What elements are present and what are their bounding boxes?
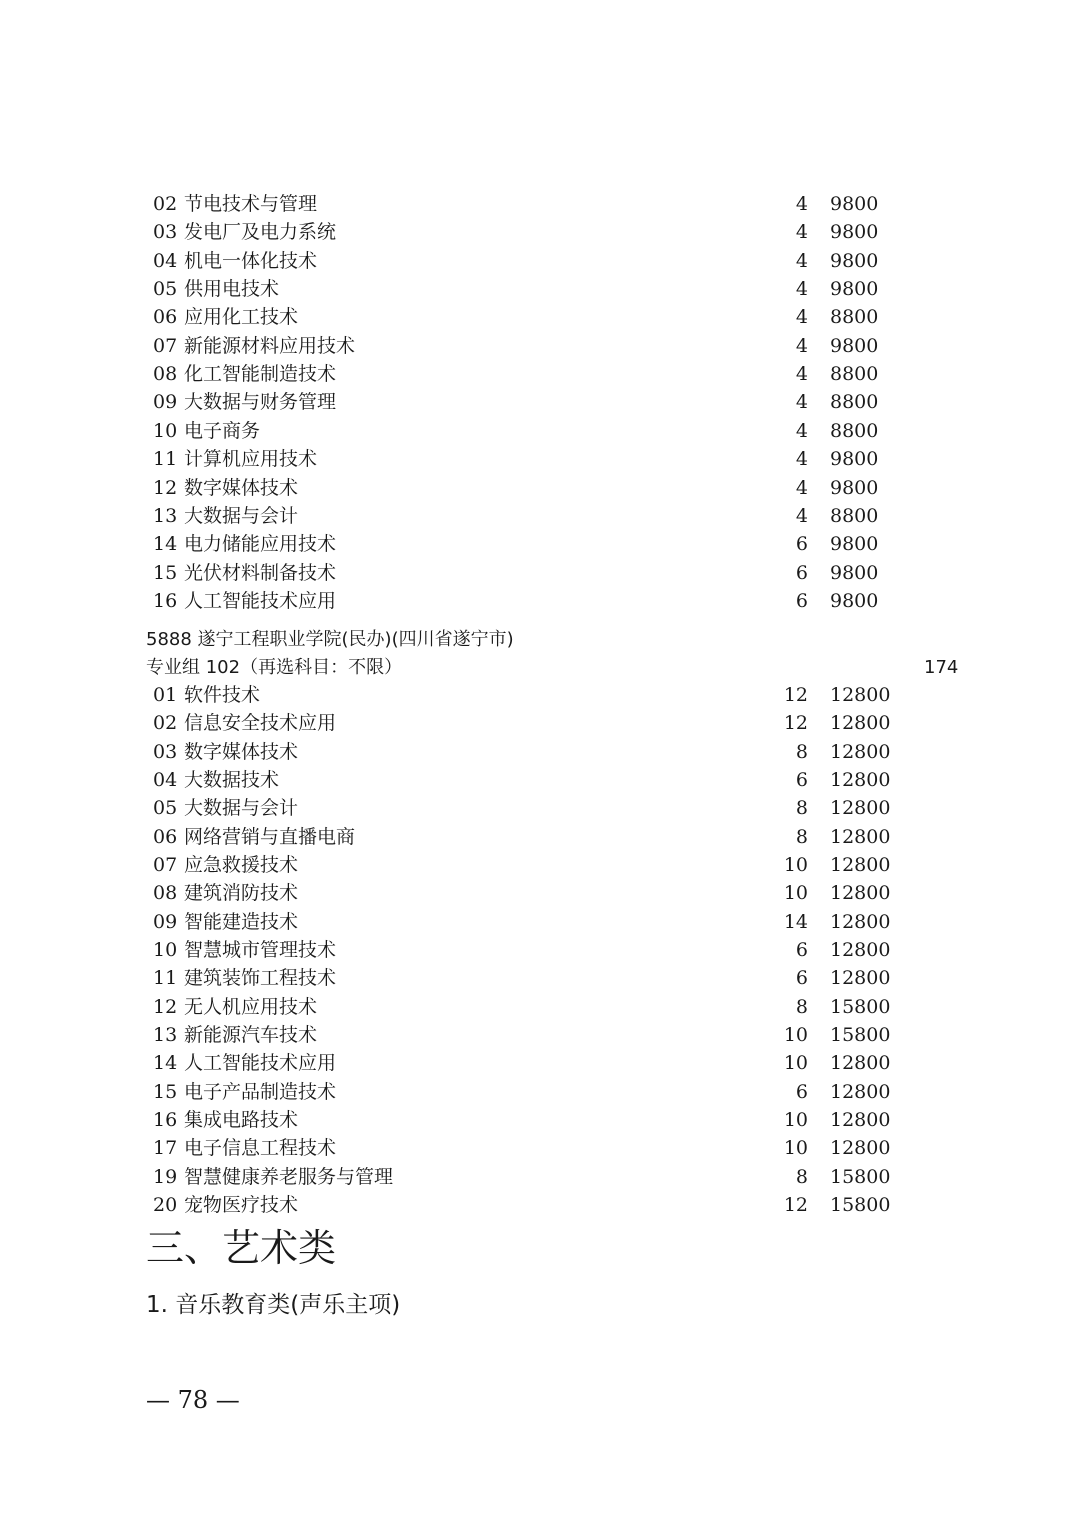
table-row [0,738,1080,766]
table-row [0,823,1080,851]
major-group-heading [146,654,959,682]
major-code: 10 [153,419,178,442]
tuition-fee: 12800 [830,740,891,763]
major-name: 网络营销与直播电商 [184,825,356,848]
major-name: 建筑消防技术 [184,882,299,905]
major-code: 12 [153,476,178,499]
plan-count: 4 [795,419,808,442]
major-name: 化工智能制造技术 [184,363,337,386]
major-code: 13 [153,504,178,527]
table-row [0,681,1080,709]
tuition-fee: 9800 [830,334,879,357]
plan-count: 10 [783,1108,808,1131]
major-code: 13 [153,1023,178,1046]
major-name: 应急救援技术 [184,853,299,876]
major-code: 20 [153,1193,178,1216]
major-code: 09 [153,910,178,933]
plan-count: 6 [795,768,808,791]
plan-count: 10 [783,882,808,905]
plan-count: 8 [795,1165,808,1188]
major-name: 供用电技术 [184,278,280,301]
plan-count: 4 [795,391,808,414]
plan-count: 4 [795,448,808,471]
major-name: 信息安全技术应用 [184,712,337,735]
tuition-fee: 8800 [830,363,879,386]
subsection-title: 1. 音乐教育类(声乐主项) [146,1292,401,1318]
major-code: 06 [153,306,178,329]
tuition-fee: 9800 [830,561,879,584]
major-name: 建筑装饰工程技术 [184,967,337,990]
tuition-fee: 9800 [830,448,879,471]
plan-count: 8 [795,797,808,820]
major-name: 宠物医疗技术 [184,1193,299,1216]
table-row [0,1106,1080,1134]
tuition-fee: 9800 [830,221,879,244]
tuition-fee: 8800 [830,391,879,414]
table-row [0,709,1080,737]
major-name: 集成电路技术 [184,1108,299,1131]
table-row [0,218,1080,246]
table-row [0,908,1080,936]
major-code: 11 [153,448,178,471]
plan-count: 6 [795,938,808,961]
major-name: 智慧健康养老服务与管理 [184,1165,394,1188]
school-heading: 5888 遂宁工程职业学院(民办)(四川省遂宁市) [146,629,514,650]
table-row [0,303,1080,331]
tuition-fee: 12800 [830,1052,891,1075]
major-name: 智能建造技术 [184,910,299,933]
table-row [0,502,1080,530]
tuition-fee: 9800 [830,193,879,215]
plan-count: 6 [795,1080,808,1103]
major-code: 07 [153,853,178,876]
major-code: 14 [153,533,178,556]
major-name: 节电技术与管理 [184,193,318,215]
major-group-label: 专业组 102（再选科目：不限） [146,657,403,678]
table-row [0,1163,1080,1191]
table-row [0,1021,1080,1049]
plan-count: 6 [795,561,808,584]
major-name: 人工智能技术应用 [184,1052,337,1075]
table-row [0,190,1080,218]
major-code: 02 [153,712,178,735]
plan-count: 4 [795,306,808,329]
table-row [0,332,1080,360]
major-code: 04 [153,768,178,791]
tuition-fee: 12800 [830,1137,891,1160]
major-name: 新能源材料应用技术 [184,334,356,357]
tuition-fee: 12800 [830,1108,891,1131]
plan-count: 12 [783,684,808,706]
table-row [0,247,1080,275]
tuition-fee: 9800 [830,589,879,612]
plan-count: 8 [795,740,808,763]
plan-count: 4 [795,278,808,301]
table-row [0,587,1080,615]
tuition-fee: 9800 [830,249,879,272]
major-code: 03 [153,221,178,244]
major-name: 新能源汽车技术 [184,1023,318,1046]
table-row [0,1191,1080,1219]
major-name: 应用化工技术 [184,306,299,329]
major-code: 05 [153,278,178,301]
major-code: 17 [153,1137,178,1160]
major-name: 电子产品制造技术 [184,1080,337,1103]
major-code: 16 [153,1108,178,1131]
tuition-fee: 12800 [830,768,891,791]
major-name: 光伏材料制备技术 [184,561,337,584]
plan-count: 4 [795,249,808,272]
table-row [0,964,1080,992]
plan-count: 12 [783,712,808,735]
table-row [0,1134,1080,1162]
major-name: 大数据技术 [184,768,280,791]
table-row [0,559,1080,587]
major-name: 数字媒体技术 [184,476,299,499]
tuition-fee: 12800 [830,853,891,876]
plan-count: 8 [795,995,808,1018]
major-name: 电子商务 [184,419,261,442]
major-code: 08 [153,882,178,905]
tuition-fee: 12800 [830,1080,891,1103]
plan-count: 4 [795,363,808,386]
major-code: 19 [153,1165,178,1188]
major-name: 电子信息工程技术 [184,1137,337,1160]
major-code: 14 [153,1052,178,1075]
plan-count: 10 [783,853,808,876]
major-code: 15 [153,561,178,584]
table-row [0,1078,1080,1106]
major-group-total: 174 [924,657,959,678]
tuition-fee: 12800 [830,938,891,961]
major-code: 16 [153,589,178,612]
major-code: 15 [153,1080,178,1103]
major-code: 09 [153,391,178,414]
table-row [0,1049,1080,1077]
plan-count: 6 [795,589,808,612]
major-name: 计算机应用技术 [184,448,318,471]
major-name: 无人机应用技术 [184,995,318,1018]
major-name: 大数据与会计 [184,504,299,527]
table-row [0,879,1080,907]
major-name: 人工智能技术应用 [184,589,337,612]
tuition-fee: 15800 [830,1023,891,1046]
major-name: 电力储能应用技术 [184,533,337,556]
tuition-fee: 15800 [830,995,891,1018]
plan-count: 6 [795,967,808,990]
plan-count: 4 [795,504,808,527]
table-row [0,794,1080,822]
major-code: 03 [153,740,178,763]
table-row [0,530,1080,558]
tuition-fee: 15800 [830,1165,891,1188]
tuition-fee: 12800 [830,712,891,735]
page-number: — 78 — [146,1386,240,1414]
tuition-fee: 9800 [830,476,879,499]
tuition-fee: 12800 [830,825,891,848]
table-row [0,388,1080,416]
tuition-fee: 12800 [830,797,891,820]
table-row [0,766,1080,794]
major-code: 10 [153,938,178,961]
plan-count: 6 [795,533,808,556]
table-row [0,474,1080,502]
plan-count: 8 [795,825,808,848]
major-name: 大数据与财务管理 [184,391,337,414]
plan-count: 14 [783,910,808,933]
tuition-fee: 9800 [830,278,879,301]
major-code: 12 [153,995,178,1018]
major-code: 01 [153,684,178,706]
major-name: 软件技术 [184,684,261,706]
major-name: 智慧城市管理技术 [184,938,337,961]
plan-count: 10 [783,1137,808,1160]
major-code: 08 [153,363,178,386]
tuition-fee: 8800 [830,504,879,527]
tuition-fee: 12800 [830,967,891,990]
major-code: 02 [153,193,178,215]
plan-count: 4 [795,193,808,215]
tuition-fee: 15800 [830,1193,891,1216]
section-title: 三、艺术类 [146,1226,337,1270]
table-row [0,417,1080,445]
plan-count: 4 [795,476,808,499]
table-row [0,275,1080,303]
major-code: 05 [153,797,178,820]
table-row [0,445,1080,473]
major-code: 07 [153,334,178,357]
plan-count: 12 [783,1193,808,1216]
tuition-fee: 12800 [830,882,891,905]
major-code: 06 [153,825,178,848]
major-name: 数字媒体技术 [184,740,299,763]
tuition-fee: 12800 [830,684,891,706]
tuition-fee: 8800 [830,306,879,329]
major-name: 大数据与会计 [184,797,299,820]
plan-count: 4 [795,221,808,244]
major-code: 04 [153,249,178,272]
major-name: 机电一体化技术 [184,249,318,272]
table-row [0,993,1080,1021]
major-code: 11 [153,967,178,990]
table-row [0,936,1080,964]
plan-count: 4 [795,334,808,357]
table-row [0,360,1080,388]
tuition-fee: 9800 [830,533,879,556]
major-name: 发电厂及电力系统 [184,221,337,244]
tuition-fee: 8800 [830,419,879,442]
plan-count: 10 [783,1023,808,1046]
tuition-fee: 12800 [830,910,891,933]
plan-count: 10 [783,1052,808,1075]
table-row [0,851,1080,879]
